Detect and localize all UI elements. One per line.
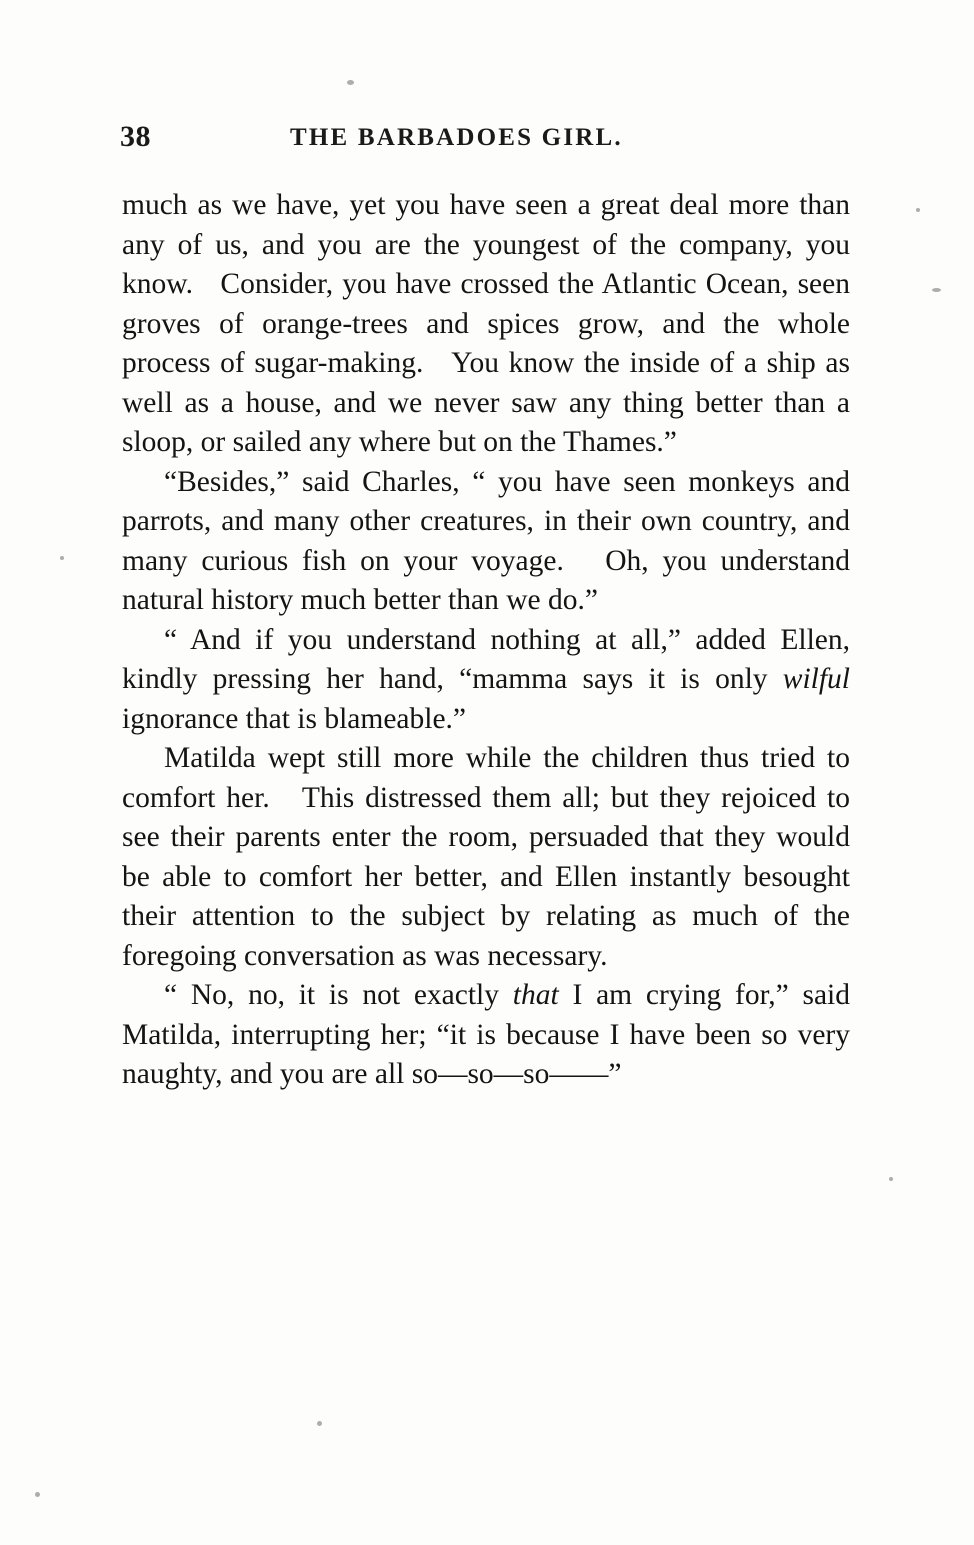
scan-speck bbox=[347, 80, 354, 85]
running-head: THE BARBADOES GIRL. bbox=[290, 124, 623, 151]
page-header bbox=[120, 120, 850, 160]
page-body-text bbox=[122, 186, 850, 1095]
scan-speck bbox=[932, 288, 941, 292]
scan-speck bbox=[317, 1421, 322, 1426]
paragraph: “ And if you understand nothing at all,” added Ellen, kindly pressing her hand, “mamma says it is only wilful ignorance that is blameable.” bbox=[122, 623, 850, 735]
paragraph: “Besides,” said Charles, “ you have seen monkeys and parrots, and many other creatures, in their own country, and many curious fish on your voyage. Oh, you understand natural history much better than we do.” bbox=[122, 465, 850, 616]
scan-speck bbox=[35, 1492, 40, 1497]
paragraph: “ No, no, it is not exactly that I am crying for,” said Matilda, interrupting her; “it is because I have been so very naughty, and you are all so—so—so——” bbox=[122, 979, 850, 1090]
page-number: 38 bbox=[120, 120, 151, 153]
scan-speck bbox=[889, 1177, 893, 1181]
scan-speck bbox=[60, 556, 64, 560]
paragraph: much as we have, yet you have seen a great deal more than any of us, and you are the youngest of the company, you know. Consider, you have crossed the Atlantic Ocean, seen groves of orange-trees and spices grow, and the whole process of sugar-making. You know the inside of a ship as well as a house, and we never saw any thing better than a sloop, or sailed any where but on the Thames.” bbox=[122, 189, 850, 458]
scan-speck bbox=[916, 208, 920, 212]
paragraph: Matilda wept still more while the children thus tried to comfort her. This distressed them all; but they rejoiced to see their parents enter the room, persuaded that they would be able to comfort her better, and Ellen instantly besought their attention to the subject by relating as much of the foregoing conversation as was necessary. bbox=[122, 742, 850, 972]
